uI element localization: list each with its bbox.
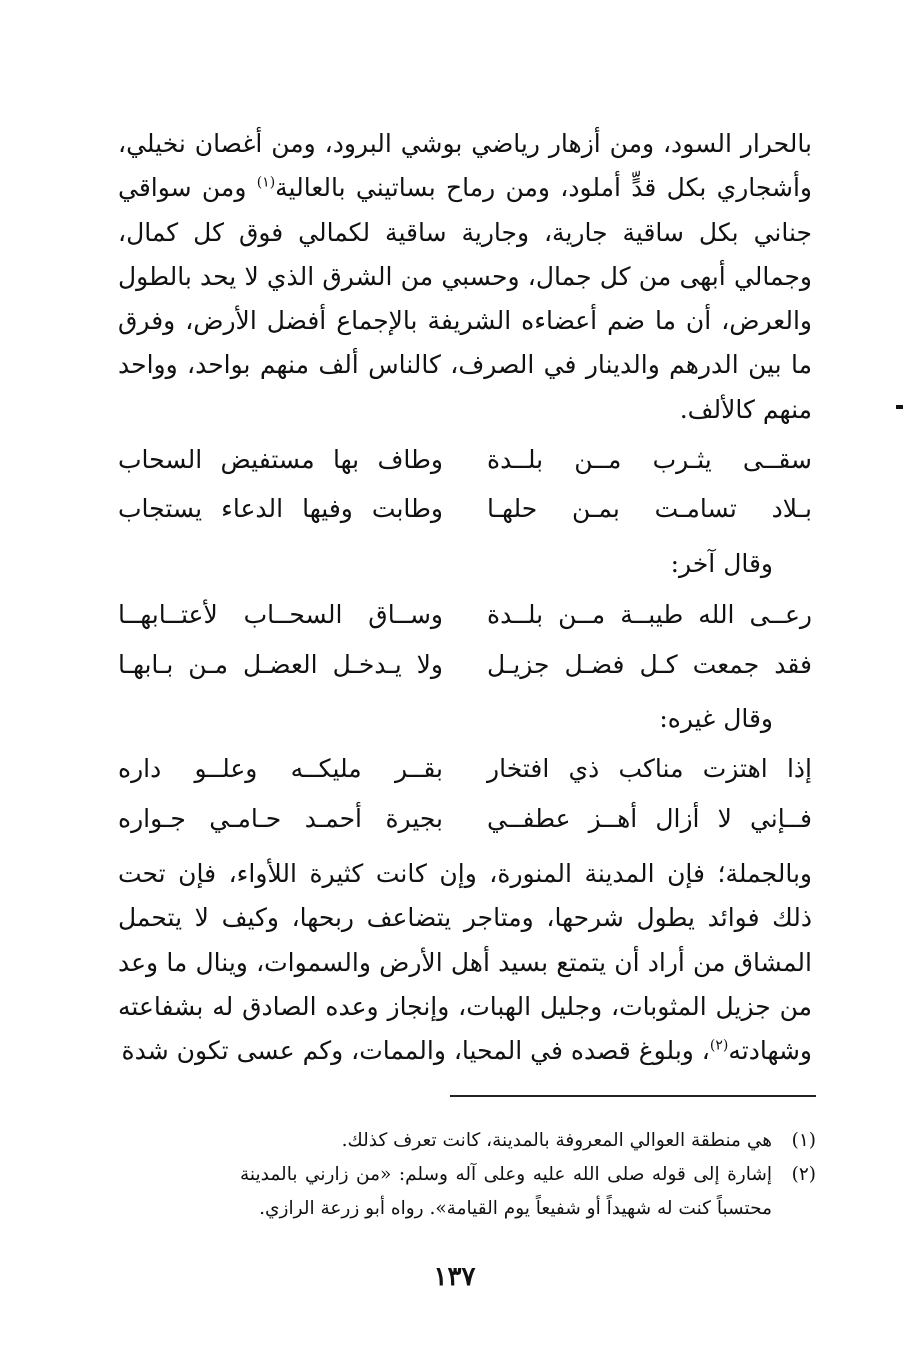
footnote-number: (٢)	[791, 1164, 816, 1185]
poem-3-verse-1	[118, 749, 812, 789]
hemistich-second: ولا يـدخـل العضـل مـن بـابهـا	[118, 650, 443, 679]
hemistich-second: وطابت وفيها الدعاء يستجاب	[118, 494, 443, 523]
paragraph-1-part-1: بالحرار السود، ومن أزهار رياضي بوشي البرود، ومن أغصان نخيلي، وأشجاري بكل قدٍّ أملود، ومن رماح بساتيني بالعالية	[118, 129, 812, 203]
hemistich-second: بقــر مليكــه وعلــو داره	[118, 754, 443, 783]
footnote-2	[240, 1158, 816, 1226]
poem-1-verse-1	[118, 440, 812, 480]
hemistich-first: بـلاد تسامـت بمـن حلهـا	[487, 494, 812, 523]
paragraph-2-part-1: وبالجملة؛ فإن المدينة المنورة، وإن كانت كثيرة اللأواء، فإن تحت ذلك فوائد يطول شرحها، ومتاجر يتضاعف ربحها، وكيف لا يتحمل المشاق من أراد أن يتمتع بسيد أهل الأرض والسموات، وينال ما وعد من جزيل المثوبات، وجليل الهبات، وإنجاز وعده الصادق له بشفاعته وشهادته	[118, 859, 812, 1066]
poem-2-verse-1	[118, 595, 812, 635]
hemistich-second: وســاق السحــاب لأعتــابهــا	[118, 600, 443, 629]
paragraph-2	[118, 852, 812, 1073]
poem-2-intro: وقال آخر:	[670, 549, 773, 578]
hemistich-first: فــإني لا أزال أهــز عطفــي	[487, 804, 812, 833]
margin-mark	[896, 405, 903, 409]
hemistich-first: رعــى الله طيبــة مــن بلــدة	[487, 600, 812, 629]
footnote-text: هي منطقة العوالي المعروفة بالمدينة، كانت تعرف كذلك.	[341, 1130, 772, 1151]
hemistich-second: بجيرة أحمـد حـامـي جـواره	[118, 804, 443, 833]
footnote-number: (١)	[791, 1130, 816, 1151]
hemistich-first: فقد جمعت كـل فضـل جزيـل	[487, 650, 812, 679]
paragraph-1	[118, 122, 812, 432]
footnote-text: إشارة إلى قوله صلى الله عليه وعلى آله وسلم: «من زارني بالمدينة محتسباً كنت له شهيداً أو شفيعاً يوم القيامة». رواه أبو زرعة الرازي.	[240, 1164, 772, 1219]
paragraph-2-part-2: ، وبلوغ قصده في المحيا، والممات، وكم عسى تكون شدة	[121, 1036, 710, 1066]
poem-2-verse-2	[118, 645, 812, 685]
hemistich-second: وطاف بها مستفيض السحاب	[118, 445, 443, 474]
footnote-ref-1[interactable]: (١)	[256, 174, 276, 191]
poem-3-verse-2	[118, 799, 812, 839]
hemistich-first: إذا اهتزت مناكب ذي افتخار	[487, 754, 812, 783]
poem-1-verse-2	[118, 489, 812, 529]
poem-3-intro: وقال غيره:	[659, 704, 773, 733]
paragraph-1-part-2: ومن سواقي جناني بكل ساقية جارية، وجارية ساقية لكمالي فوق كل كمال، وجمالي أبهى من كل جمال، وحسبي من الشرق الذي لا يحد بالطول والعرض، أن ما ضم أعضاءه الشريفة بالإجماع أفضل الأرض، وفرق ما بين الدرهم والدينار في الصرف، كالناس ألف منهم بواحد، وواحد منهم كالألف.	[118, 173, 812, 424]
page-number: ١٣٧	[433, 1262, 476, 1292]
footnote-1	[240, 1124, 816, 1158]
hemistich-first: سقــى يثـرب مــن بلــدة	[487, 445, 812, 474]
footnote-separator	[450, 1095, 816, 1097]
footnotes	[240, 1124, 816, 1226]
footnote-ref-2[interactable]: (٢)	[709, 1037, 729, 1054]
